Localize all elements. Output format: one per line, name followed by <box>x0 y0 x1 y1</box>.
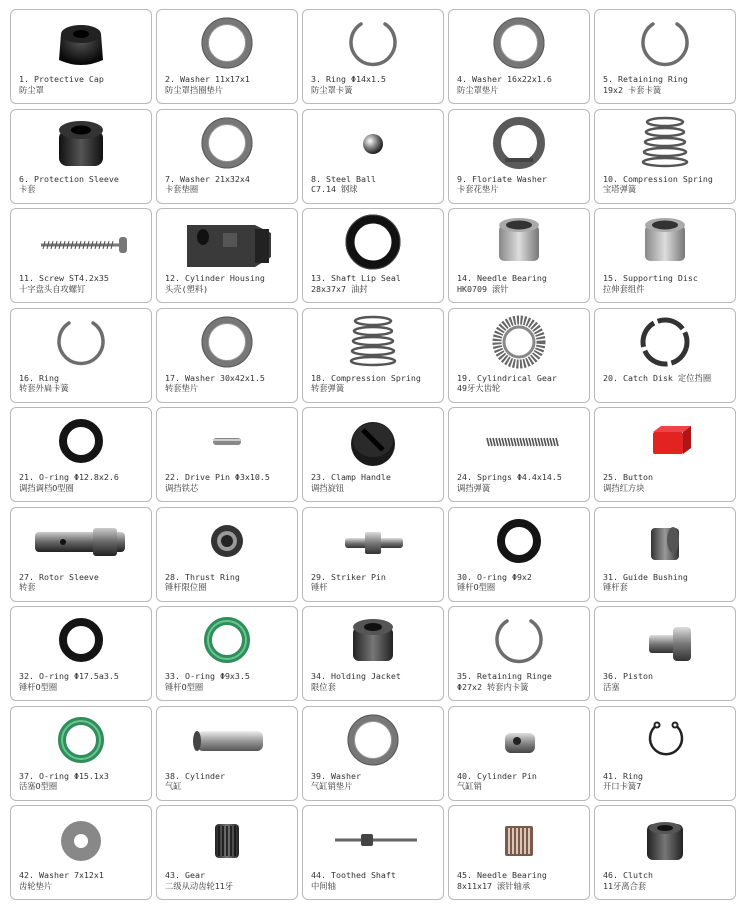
part-card <box>594 706 736 801</box>
washer-icon <box>157 311 297 373</box>
part-name: 17. Washer 30x42x1.5 <box>165 372 265 383</box>
o-ring-green-icon <box>11 709 151 771</box>
part-caption <box>165 74 294 95</box>
long-spring-icon <box>449 410 589 472</box>
part-caption <box>311 273 440 294</box>
part-chinese-name: 拉伸套组件 <box>603 283 645 294</box>
part-card <box>302 208 444 303</box>
parts-grid <box>8 7 738 903</box>
part-caption <box>457 572 586 593</box>
part-caption <box>19 572 148 593</box>
part-caption <box>165 870 294 891</box>
part-card <box>10 9 152 104</box>
spring-icon <box>595 112 735 174</box>
part-chinese-name: 转套 <box>19 582 36 592</box>
part-caption <box>457 273 586 294</box>
part-card <box>302 407 444 502</box>
part-card <box>448 208 590 303</box>
part-chinese-name: 锤杆套 <box>603 582 628 592</box>
open-ring-icon <box>595 12 735 74</box>
part-chinese-name: 转套垫片 <box>165 383 199 393</box>
catch-disk-icon <box>595 311 735 373</box>
part-caption <box>603 472 732 493</box>
part-card <box>302 706 444 801</box>
shaft-icon <box>303 808 443 870</box>
part-chinese-name: 调挡弹簧 <box>457 482 491 493</box>
part-chinese-name: 调挡红方块 <box>603 482 645 493</box>
part-name: 10. Compression Spring <box>603 173 713 184</box>
steel-ball-icon <box>303 112 443 174</box>
part-caption <box>19 373 148 394</box>
o-ring-black-icon <box>449 510 589 572</box>
part-caption <box>603 572 732 593</box>
piston-icon <box>595 609 735 671</box>
open-ring-icon <box>303 12 443 74</box>
part-card <box>10 805 152 900</box>
part-chinese-name: 中间轴 <box>311 880 336 891</box>
housing-icon <box>157 211 297 273</box>
red-button-icon <box>595 410 735 472</box>
cylinder-pin-icon <box>449 709 589 771</box>
part-card <box>594 109 736 204</box>
part-name: 30. O-ring Φ9x2 <box>457 571 532 582</box>
part-name: 22. Drive Pin Φ3x10.5 <box>165 472 270 482</box>
part-chinese-name: 锤杆O型圈 <box>19 681 58 692</box>
part-card <box>156 109 298 204</box>
part-caption <box>165 174 294 195</box>
part-caption <box>165 671 294 692</box>
part-card <box>448 507 590 602</box>
part-name: 39. Washer <box>311 770 361 781</box>
part-caption <box>311 771 440 792</box>
part-card <box>594 208 736 303</box>
part-name: 14. Needle Bearing <box>457 273 547 283</box>
part-chinese-name: 气缸销 <box>457 781 482 791</box>
part-caption <box>19 472 148 493</box>
part-chinese-name: 防尘罩 <box>19 84 44 95</box>
part-card <box>448 606 590 701</box>
part-chinese-name: Φ27x2 转套内卡簧 <box>457 681 529 692</box>
part-caption <box>311 671 440 692</box>
part-name: 43. Gear <box>165 870 205 880</box>
part-name: 25. Button <box>603 472 653 482</box>
part-card <box>302 9 444 104</box>
part-card <box>302 606 444 701</box>
part-caption <box>165 273 294 294</box>
part-chinese-name: 气缸 <box>165 781 182 791</box>
part-card <box>448 407 590 502</box>
o-ring-black-icon <box>11 609 151 671</box>
part-name: 2. Washer 11x17x1 <box>165 74 250 84</box>
part-chinese-name: 气缸销垫片 <box>311 781 353 791</box>
part-name: 37. O-ring Φ15.1x3 <box>19 770 109 781</box>
part-caption <box>165 472 294 493</box>
part-chinese-name: 转套外扁卡簧 <box>19 383 69 393</box>
clutch-icon <box>595 808 735 870</box>
part-chinese-name: 活塞 <box>603 681 620 692</box>
part-caption <box>19 870 148 891</box>
part-card <box>10 606 152 701</box>
part-chinese-name: 活塞O型圈 <box>19 781 58 791</box>
part-caption <box>457 373 586 394</box>
part-name: 21. O-ring Φ12.8x2.6 <box>19 472 119 482</box>
part-caption <box>311 472 440 493</box>
floriate-washer-icon <box>449 112 589 174</box>
thrust-ring-icon <box>157 510 297 572</box>
part-caption <box>457 671 586 692</box>
part-caption <box>603 273 732 294</box>
part-name: 40. Cylinder Pin <box>457 770 537 781</box>
part-name: 3. Ring Φ14x1.5 <box>311 74 386 84</box>
gear-ring-icon <box>449 311 589 373</box>
part-name: 20. Catch Disk 定位挡圈 <box>603 372 712 383</box>
part-card <box>10 706 152 801</box>
part-caption <box>311 373 440 394</box>
part-caption <box>311 74 440 95</box>
rubber-cap-icon <box>11 12 151 74</box>
part-caption <box>19 74 148 95</box>
part-chinese-name: 调挡旋钮 <box>311 482 345 493</box>
part-chinese-name: 十字盘头自攻螺钉 <box>19 283 86 294</box>
part-chinese-name: 锤杆O型圈 <box>165 681 204 692</box>
part-name: 9. Floriate Washer <box>457 173 547 184</box>
part-card <box>10 308 152 403</box>
cage-bearing-icon <box>449 808 589 870</box>
part-card <box>156 9 298 104</box>
part-card <box>448 9 590 104</box>
pin-icon <box>157 410 297 472</box>
part-name: 41. Ring <box>603 770 643 781</box>
striker-pin-icon <box>303 510 443 572</box>
part-card <box>448 308 590 403</box>
part-card <box>302 805 444 900</box>
part-name: 42. Washer 7x12x1 <box>19 870 104 880</box>
part-name: 27. Rotor Sleeve <box>19 571 99 582</box>
washer-icon <box>303 709 443 771</box>
part-chinese-name: 11牙离合套 <box>603 880 647 891</box>
part-card <box>302 507 444 602</box>
part-chinese-name: 28x37x7 油封 <box>311 283 368 294</box>
part-chinese-name: HK0709 滚针 <box>457 283 509 294</box>
part-name: 32. O-ring Φ17.5a3.5 <box>19 671 119 681</box>
part-name: 29. Striker Pin <box>311 571 386 582</box>
part-caption <box>457 771 586 792</box>
part-chinese-name: 转套弹簧 <box>311 383 345 393</box>
part-name: 33. O-ring Φ9x3.5 <box>165 671 250 681</box>
part-name: 46. Clutch <box>603 870 653 880</box>
o-ring-green-icon <box>157 609 297 671</box>
part-caption <box>603 373 732 384</box>
spring-icon <box>303 311 443 373</box>
part-card <box>156 606 298 701</box>
part-card <box>448 805 590 900</box>
circlip-icon <box>595 709 735 771</box>
part-caption <box>19 671 148 692</box>
open-ring-icon <box>11 311 151 373</box>
part-chinese-name: 锤杆O型圈 <box>457 582 496 592</box>
part-name: 36. Piston <box>603 671 653 681</box>
part-card <box>10 407 152 502</box>
part-chinese-name: 调挡铁芯 <box>165 482 199 493</box>
part-caption <box>603 870 732 891</box>
part-card <box>156 805 298 900</box>
part-card <box>594 507 736 602</box>
part-name: 4. Washer 16x22x1.6 <box>457 74 552 84</box>
part-name: 12. Cylinder Housing <box>165 273 265 283</box>
part-chinese-name: 齿轮垫片 <box>19 880 53 891</box>
part-card <box>156 706 298 801</box>
part-card <box>156 407 298 502</box>
lip-seal-icon <box>303 211 443 273</box>
part-caption <box>165 572 294 593</box>
part-name: 24. Springs Φ4.4x14.5 <box>457 472 562 482</box>
part-chinese-name: 开口卡簧7 <box>603 781 642 791</box>
part-chinese-name: 限位套 <box>311 681 336 692</box>
part-name: 5. Retaining Ring <box>603 74 688 84</box>
part-chinese-name: 锤杆 <box>311 582 328 592</box>
knob-icon <box>303 410 443 472</box>
part-caption <box>603 671 732 692</box>
part-card <box>594 9 736 104</box>
part-name: 44. Toothed Shaft <box>311 870 396 880</box>
part-card <box>10 109 152 204</box>
part-caption <box>311 870 440 891</box>
part-name: 34. Holding Jacket <box>311 671 401 681</box>
part-caption <box>457 174 586 195</box>
part-caption <box>603 74 732 95</box>
part-card <box>594 805 736 900</box>
part-name: 6. Protection Sleeve <box>19 173 119 184</box>
part-name: 35. Retaining Ringe <box>457 671 552 681</box>
part-name: 13. Shaft Lip Seal <box>311 273 401 283</box>
part-card <box>594 606 736 701</box>
part-caption <box>165 771 294 792</box>
part-name: 11. Screw ST4.2x35 <box>19 273 109 283</box>
part-caption <box>457 472 586 493</box>
part-name: 18. Compression Spring <box>311 372 421 383</box>
part-card <box>156 308 298 403</box>
part-card <box>156 507 298 602</box>
jacket-icon <box>303 609 443 671</box>
washer-icon <box>157 112 297 174</box>
part-card <box>156 208 298 303</box>
part-chinese-name: 卡套 <box>19 184 36 194</box>
needle-bearing-icon <box>595 211 735 273</box>
part-caption <box>603 174 732 195</box>
part-card <box>302 308 444 403</box>
part-chinese-name: 锤杆限位圈 <box>165 582 207 592</box>
part-chinese-name: C7.14 钢球 <box>311 184 358 194</box>
part-caption <box>165 373 294 394</box>
part-card <box>448 706 590 801</box>
part-chinese-name: 防尘罩挡圈垫片 <box>165 84 224 95</box>
part-name: 23. Clamp Handle <box>311 472 391 482</box>
part-chinese-name: 卡套花垫片 <box>457 184 499 194</box>
screw-icon <box>11 211 151 273</box>
part-caption <box>311 174 440 195</box>
part-name: 7. Washer 21x32x4 <box>165 173 250 184</box>
part-chinese-name: 8x11x17 滚针轴承 <box>457 880 531 891</box>
part-chinese-name: 卡套垫圈 <box>165 184 199 194</box>
part-caption <box>457 870 586 891</box>
rotor-sleeve-icon <box>11 510 151 572</box>
part-name: 1. Protective Cap <box>19 74 104 84</box>
washer-icon <box>449 12 589 74</box>
part-chinese-name: 调挡调档O型圈 <box>19 482 74 493</box>
part-caption <box>603 771 732 792</box>
part-caption <box>19 771 148 792</box>
part-chinese-name: 防尘罩垫片 <box>457 84 499 95</box>
flat-washer-icon <box>11 808 151 870</box>
part-caption <box>19 273 148 294</box>
needle-bearing-icon <box>449 211 589 273</box>
part-card <box>10 507 152 602</box>
small-gear-icon <box>157 808 297 870</box>
washer-icon <box>157 12 297 74</box>
part-caption <box>311 572 440 593</box>
part-name: 31. Guide Bushing <box>603 571 688 582</box>
part-card <box>594 407 736 502</box>
part-caption <box>457 74 586 95</box>
o-ring-black-icon <box>11 410 151 472</box>
part-chinese-name: 19x2 卡套卡簧 <box>603 84 662 95</box>
part-chinese-name: 宝塔弹簧 <box>603 184 637 194</box>
part-card <box>302 109 444 204</box>
bushing-icon <box>595 510 735 572</box>
part-chinese-name: 二级从动齿轮11牙 <box>165 880 234 891</box>
part-name: 28. Thrust Ring <box>165 571 240 582</box>
part-chinese-name: 49牙大齿轮 <box>457 383 501 393</box>
cylinder-icon <box>157 709 297 771</box>
part-card <box>594 308 736 403</box>
part-name: 19. Cylindrical Gear <box>457 372 557 383</box>
part-caption <box>19 174 148 195</box>
part-name: 38. Cylinder <box>165 770 225 781</box>
part-card <box>448 109 590 204</box>
sleeve-icon <box>11 112 151 174</box>
part-chinese-name: 头壳(塑料) <box>165 283 209 294</box>
part-card <box>10 208 152 303</box>
part-name: 8. Steel Ball <box>311 173 376 184</box>
open-ring-icon <box>449 609 589 671</box>
part-name: 45. Needle Bearing <box>457 870 547 880</box>
part-name: 15. Supporting Disc <box>603 273 698 283</box>
part-chinese-name: 防尘罩卡簧 <box>311 84 353 95</box>
part-name: 16. Ring <box>19 372 59 383</box>
